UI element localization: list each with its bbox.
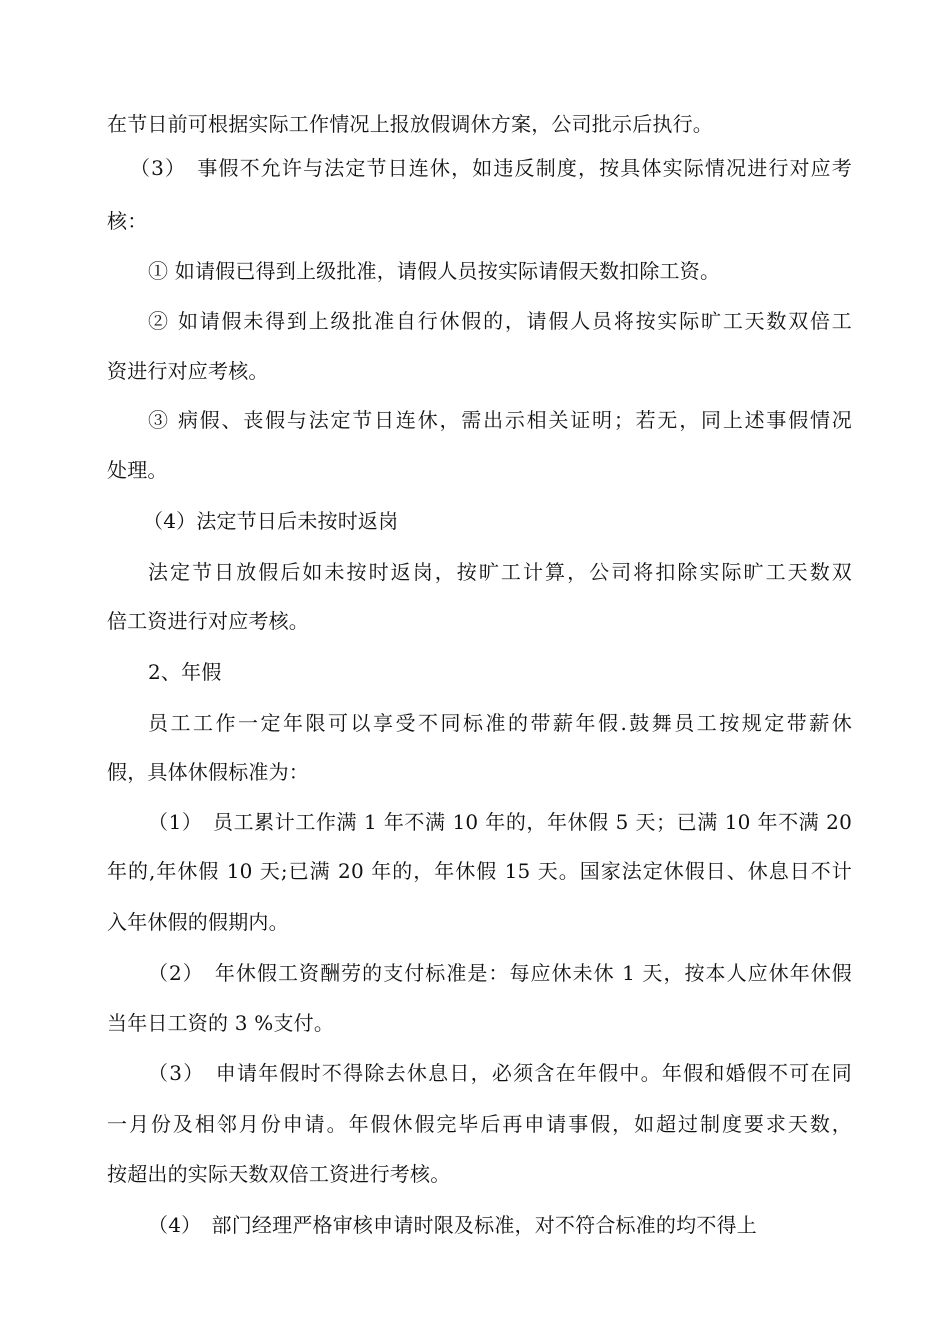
- text-line-20: （3） 申请年假时不得除去休息日，必须含在年假中。年假和婚假不可在同: [148, 1061, 852, 1085]
- text-line-15: （1） 员工累计工作满 1 年不满 10 年的，年休假 5 天；已满 10 年不满 20: [148, 810, 852, 834]
- text-line-3: 核：: [107, 209, 148, 233]
- text-line-5: ② 如请假未得到上级批准自行休假的，请假人员将按实际旷工天数双倍工: [148, 309, 852, 333]
- text-line-10: 法定节日放假后如未按时返岗，按旷工计算，公司将扣除实际旷工天数双: [148, 560, 852, 584]
- text-line-18: （2） 年休假工资酬劳的支付标准是：每应休未休 1 天，按本人应休年休假: [148, 961, 852, 985]
- text-line-22: 按超出的实际天数双倍工资进行考核。: [107, 1162, 451, 1186]
- text-line-2: （3） 事假不允许与法定节日连休，如违反制度，按具体实际情况进行对应考: [130, 156, 852, 180]
- text-line-4: ① 如请假已得到上级批准，请假人员按实际请假天数扣除工资。: [148, 259, 721, 283]
- section-heading-annual-leave: 2、年假: [148, 660, 222, 684]
- text-line-14: 假，具体休假标准为：: [107, 760, 309, 784]
- section-heading-return: （4）法定节日后未按时返岗: [143, 509, 399, 533]
- text-line-7: ③ 病假、丧假与法定节日连休，需出示相关证明；若无，同上述事假情况: [148, 408, 852, 432]
- text-line-23: （4） 部门经理严格审核申请时限及标准，对不符合标准的均不得上: [148, 1213, 757, 1237]
- text-line-6: 资进行对应考核。: [107, 359, 269, 383]
- text-line-11: 倍工资进行对应考核。: [107, 609, 309, 633]
- text-line-21: 一月份及相邻月份申请。年假休假完毕后再申请事假，如超过制度要求天数，: [107, 1112, 852, 1136]
- text-line-8: 处理。: [107, 458, 168, 482]
- text-line-13: 员工工作一定年限可以享受不同标准的带薪年假.鼓舞员工按规定带薪休: [148, 711, 852, 735]
- text-line-1: 在节日前可根据实际工作情况上报放假调休方案，公司批示后执行。: [107, 112, 713, 136]
- text-line-16: 年的,年休假 10 天;已满 20 年的，年休假 15 天。国家法定休假日、休息日不计: [107, 859, 852, 883]
- text-line-19: 当年日工资的 3 %支付。: [107, 1011, 335, 1035]
- text-line-17: 入年休假的假期内。: [107, 910, 289, 934]
